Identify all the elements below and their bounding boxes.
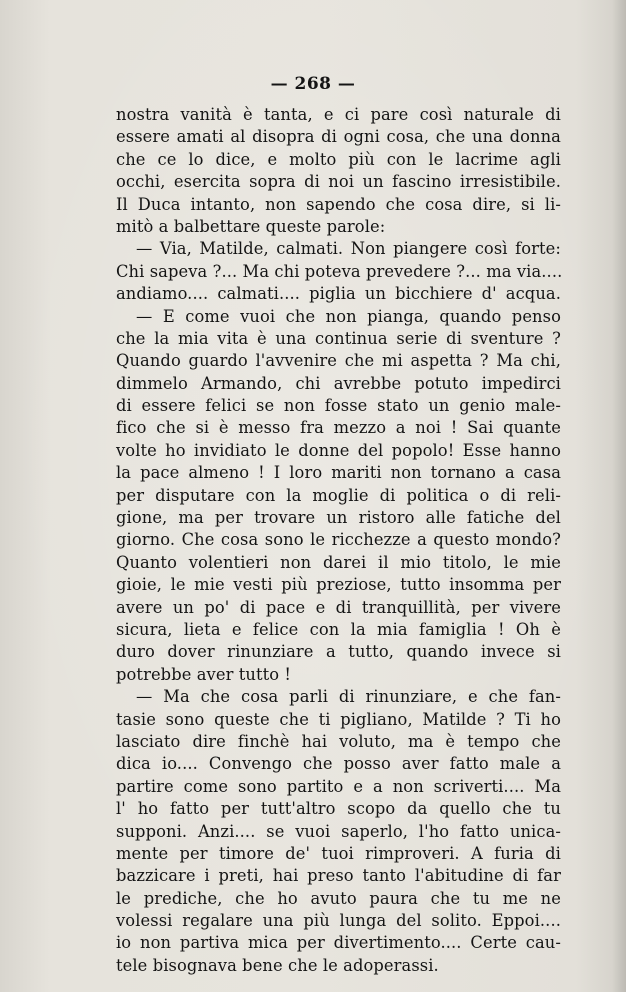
- text-line: che la mia vita è una continua serie di sventure ?: [116, 328, 561, 348]
- page-number: — 268 —: [270, 74, 356, 94]
- text-line: sicura, lieta e felice con la mia famiglia ! Oh è: [116, 619, 561, 639]
- text-line: Il Duca intanto, non sapendo che cosa dire, si li-: [116, 194, 561, 214]
- text-line: mitò a balbettare queste parole:: [116, 216, 386, 236]
- page-edge-shadow: [612, 0, 626, 992]
- text-line: la pace almeno ! I loro mariti non tornano a casa: [116, 463, 561, 483]
- text-line: avere un po' di pace e di tranquillità, per vivere: [116, 597, 561, 617]
- text-line: partire come sono partito e a non scriverti.... Ma: [116, 776, 561, 796]
- text-line: lasciato dire finchè hai voluto, ma è tempo che: [116, 731, 561, 751]
- text-line: volessi regalare una più lunga del solito. Eppoi....: [116, 911, 561, 931]
- text-line: giorno. Che cosa sono le ricchezze a questo mondo?: [116, 530, 561, 550]
- text-line: per disputare con la moglie di politica o di reli-: [116, 485, 561, 505]
- text-line: occhi, esercita sopra di noi un fascino irresistibile.: [116, 172, 561, 192]
- text-line: — Via, Matilde, calmati. Non piangere così forte:: [136, 239, 561, 259]
- text-line: — E come vuoi che non pianga, quando penso: [136, 306, 561, 326]
- text-line: andiamo.... calmati.... piglia un bicchiere d' acqua.: [116, 284, 561, 304]
- text-line: Quanto volentieri non darei il mio titolo, le mie: [116, 552, 561, 572]
- body-text: [116, 104, 561, 977]
- text-line: gioie, le mie vesti più preziose, tutto insomma per: [116, 575, 561, 595]
- text-line: essere amati al disopra di ogni cosa, che una donna: [116, 127, 561, 147]
- text-line: supponi. Anzi.... se vuoi saperlo, l'ho fatto unica-: [116, 821, 561, 841]
- text-line: tele bisognava bene che le adoperassi.: [116, 955, 439, 975]
- text-line: duro dover rinunziare a tutto, quando invece si: [116, 642, 561, 662]
- text-line: potrebbe aver tutto !: [116, 664, 292, 684]
- text-line: che ce lo dice, e molto più con le lacrime agli: [116, 149, 561, 169]
- text-line: gione, ma per trovare un ristoro alle fatiche del: [116, 508, 561, 528]
- text-line: — Ma che cosa parli di rinunziare, e che fan-: [136, 687, 561, 707]
- text-line: io non partiva mica per divertimento.... Certe cau-: [116, 933, 561, 953]
- text-line: dica io.... Convengo che posso aver fatto male a: [116, 754, 561, 774]
- text-line: dimmelo Armando, chi avrebbe potuto impedirci: [116, 373, 561, 393]
- text-line: di essere felici se non fosse stato un genio male-: [116, 396, 561, 416]
- text-line: fico che si è messo fra mezzo a noi ! Sai quante: [116, 418, 561, 438]
- text-line: Chi sapeva ?... Ma chi poteva prevedere ?... ma via....: [116, 261, 563, 281]
- text-line: mente per timore de' tuoi rimproveri. A furia di: [116, 843, 561, 863]
- text-line: l' ho fatto per tutt'altro scopo da quello che tu: [116, 799, 561, 819]
- text-line: bazzicare i preti, hai preso tanto l'abitudine di far: [116, 866, 561, 886]
- text-line: tasie sono queste che ti pigliano, Matilde ? Ti ho: [116, 709, 561, 729]
- text-line: Quando guardo l'avvenire che mi aspetta ? Ma chi,: [116, 351, 561, 371]
- text-line: le prediche, che ho avuto paura che tu me ne: [116, 888, 561, 908]
- text-line: nostra vanità è tanta, e ci pare così naturale di: [116, 105, 561, 124]
- text-line: volte ho invidiato le donne del popolo! Esse hanno: [116, 440, 561, 460]
